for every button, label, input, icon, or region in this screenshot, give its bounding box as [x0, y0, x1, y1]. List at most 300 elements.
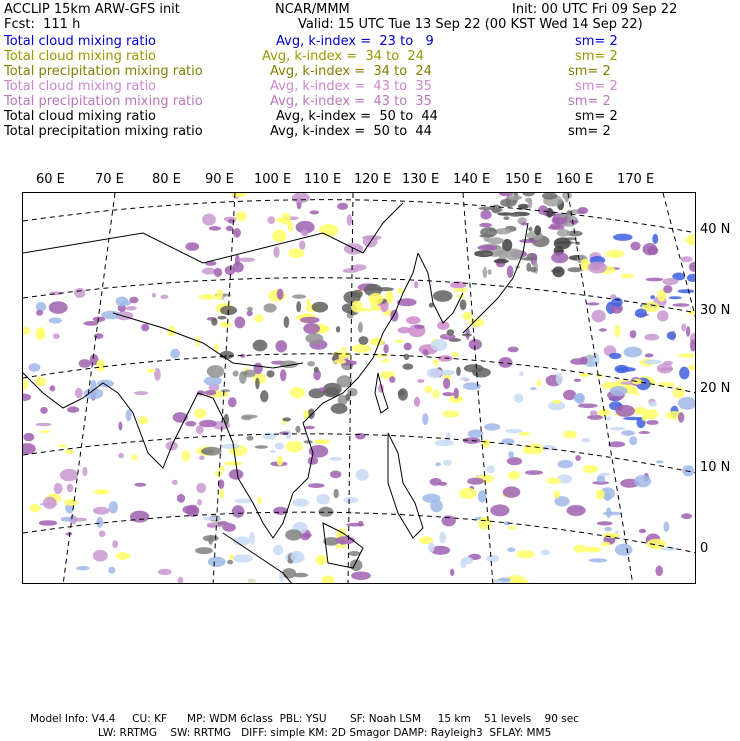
cloud-patch	[604, 527, 612, 531]
forecast-hour: Fcst: 111 h	[4, 17, 81, 32]
cloud-patch	[433, 359, 439, 365]
cloud-patch	[368, 293, 383, 304]
cloud-patch	[503, 486, 521, 497]
cloud-patch	[678, 289, 695, 293]
cloud-patch	[23, 394, 31, 401]
cloud-patch	[507, 195, 522, 200]
cloud-patch	[663, 278, 678, 285]
cloud-patch	[646, 278, 664, 282]
legend-smoothing: sm= 2	[568, 124, 611, 139]
cloud-patch	[138, 416, 148, 424]
cloud-patch	[563, 431, 577, 439]
cloud-patch	[53, 333, 60, 339]
cloud-patch	[356, 469, 369, 481]
cloud-patch	[573, 393, 583, 403]
cloud-patch	[460, 299, 467, 310]
cloud-patch	[634, 392, 639, 396]
cloud-patch	[288, 248, 304, 258]
cloud-patch	[226, 226, 234, 231]
cloud-patch	[290, 387, 305, 398]
cloud-patch	[185, 421, 196, 427]
cloud-patch	[50, 385, 56, 391]
cloud-patch	[116, 297, 129, 307]
cloud-patch	[578, 207, 589, 214]
cloud-patch	[197, 499, 202, 506]
cloud-patch	[538, 205, 548, 215]
cloud-patch	[202, 516, 220, 520]
cloud-patch	[35, 377, 46, 387]
cloud-patch	[483, 267, 487, 278]
cloud-patch	[293, 499, 310, 507]
cloud-patch	[398, 327, 411, 333]
legend-avg-range: Avg, k-index = 34 to 24	[262, 49, 424, 64]
cloud-patch	[423, 349, 429, 356]
cloud-patch	[246, 436, 253, 441]
cloud-patch	[299, 241, 305, 250]
cloud-patch	[64, 499, 78, 506]
cloud-patch	[588, 262, 607, 274]
cloud-patch	[428, 542, 435, 552]
cloud-patch	[390, 310, 398, 322]
cloud-patch	[657, 363, 673, 373]
cloud-patch	[404, 354, 409, 360]
cloud-patch	[652, 234, 658, 244]
cloud-patch	[453, 288, 469, 292]
cloud-patch	[36, 423, 52, 427]
cloud-patch	[352, 344, 371, 353]
cloud-patch	[235, 499, 253, 504]
cloud-patch	[23, 443, 36, 454]
cloud-patch	[525, 198, 532, 203]
cloud-patch	[28, 363, 40, 371]
cloud-patch	[681, 256, 693, 262]
latitude-label: 20 N	[700, 381, 731, 396]
cloud-patch	[308, 483, 325, 488]
cloud-patch	[484, 423, 500, 430]
cloud-patch	[621, 274, 635, 278]
cloud-patch	[99, 531, 106, 537]
cloud-patch	[216, 290, 223, 301]
cloud-patch	[228, 397, 237, 407]
cloud-patch	[284, 316, 290, 328]
cloud-patch	[76, 566, 90, 570]
cloud-patch	[604, 493, 611, 501]
cloud-patch	[264, 303, 277, 312]
cloud-patch	[508, 471, 521, 479]
cloud-patch	[435, 462, 441, 466]
map-canvas	[23, 193, 696, 584]
cloud-patch	[23, 433, 34, 441]
meridian-80e	[63, 193, 115, 584]
cloud-patch	[170, 349, 180, 359]
cloud-patch	[647, 539, 666, 550]
cloud-patch	[443, 378, 450, 389]
cloud-patch	[329, 457, 342, 461]
cloud-patch	[118, 453, 124, 458]
border-tibet	[113, 313, 303, 368]
org-label: NCAR/MMM	[275, 2, 350, 17]
cloud-patch	[398, 288, 403, 295]
cloud-patch	[218, 316, 227, 320]
cloud-patch	[229, 469, 244, 480]
cloud-patch	[292, 294, 306, 298]
cloud-patch	[228, 219, 235, 224]
cloud-patch	[207, 365, 224, 378]
coast-philippines	[388, 433, 423, 538]
cloud-patch	[337, 203, 348, 210]
cloud-patch	[567, 505, 586, 516]
cloud-patch	[686, 326, 690, 337]
cloud-patch	[220, 322, 232, 328]
cloud-patch	[582, 438, 591, 443]
cloud-patch	[202, 268, 215, 275]
cloud-patch	[334, 359, 346, 364]
cloud-patch	[395, 340, 404, 344]
cloud-patch	[270, 450, 276, 453]
cloud-patch	[580, 357, 588, 365]
cloud-patch	[291, 551, 304, 562]
cloud-patch	[657, 310, 669, 321]
cloud-patch	[527, 444, 544, 455]
cloud-patch	[478, 517, 491, 530]
cloud-patch	[214, 268, 223, 277]
cloud-patch	[587, 415, 603, 420]
cloud-patch	[480, 210, 491, 220]
cloud-patch	[632, 379, 643, 385]
cloud-patch	[253, 340, 268, 352]
cloud-patch	[310, 210, 320, 214]
cloud-patch	[204, 376, 222, 386]
cloud-patch	[427, 368, 442, 378]
cloud-patch	[129, 297, 138, 304]
cloud-patch	[414, 397, 420, 407]
cloud-patch	[282, 417, 291, 421]
cloud-patch	[314, 439, 330, 444]
cloud-patch	[678, 353, 696, 357]
cloud-patch	[417, 379, 424, 383]
cloud-patch	[689, 262, 696, 272]
cloud-patch	[528, 227, 532, 232]
cloud-patch	[551, 252, 568, 263]
cloud-patch	[508, 451, 514, 458]
cloud-patch	[54, 483, 63, 494]
cloud-patch	[488, 269, 492, 275]
cloud-patch	[221, 389, 231, 392]
cloud-patch	[233, 371, 239, 377]
cloud-patch	[557, 460, 573, 468]
cloud-patch	[514, 394, 524, 403]
cloud-patch	[218, 466, 225, 471]
cloud-patch	[40, 407, 48, 414]
cloud-patch	[590, 410, 598, 415]
cloud-patch	[503, 216, 509, 220]
cloud-patch	[634, 475, 651, 487]
cloud-patch	[645, 353, 654, 357]
cloud-patch	[292, 193, 310, 203]
cloud-patch	[667, 332, 676, 340]
cloud-patch	[49, 317, 62, 323]
cloud-patch	[541, 549, 550, 555]
cloud-patch	[644, 334, 659, 341]
cloud-patch	[574, 545, 587, 553]
cloud-patch	[525, 470, 543, 475]
cloud-patch	[233, 554, 253, 562]
cloud-patch	[687, 274, 696, 282]
cloud-patch	[220, 489, 224, 499]
cloud-patch	[209, 226, 221, 231]
cloud-patch	[224, 414, 229, 425]
cloud-patch	[681, 513, 692, 519]
cloud-patch	[439, 532, 446, 544]
cloud-patch	[673, 303, 690, 307]
cloud-patch	[679, 367, 689, 380]
cloud-patch	[382, 359, 390, 363]
cloud-patch	[462, 333, 472, 336]
cloud-patch	[505, 429, 523, 433]
cloud-patch	[491, 205, 501, 214]
cloud-patch	[404, 343, 412, 351]
cloud-patch	[36, 310, 43, 316]
cloud-patch	[322, 575, 335, 584]
cloud-patch	[433, 389, 440, 398]
cloud-patch	[331, 403, 348, 414]
cloud-patch	[94, 333, 104, 339]
cloud-patch	[687, 310, 696, 315]
cloud-patch	[316, 494, 330, 505]
legend-field-name: Total cloud mixing ratio	[4, 49, 157, 64]
cloud-patch	[608, 441, 625, 447]
cloud-patch	[669, 296, 682, 299]
cloud-patch	[574, 379, 581, 382]
cloud-patch	[218, 522, 222, 525]
cloud-patch	[610, 294, 616, 299]
cloud-patch	[530, 267, 536, 273]
cloud-patch	[59, 444, 68, 447]
cloud-patch	[614, 325, 620, 338]
cloud-patch	[233, 228, 241, 238]
cloud-patch	[569, 220, 579, 224]
longitude-label: 100 E	[254, 172, 292, 187]
cloud-patch	[494, 259, 509, 264]
cloud-patch	[309, 445, 329, 458]
cloud-patch	[296, 301, 301, 312]
cloud-patch	[224, 461, 242, 466]
cloud-patch	[621, 430, 635, 435]
cloud-patch	[286, 441, 303, 453]
cloud-patch	[537, 379, 542, 387]
cloud-patch	[519, 432, 531, 436]
longitude-label: 90 E	[205, 172, 234, 187]
cloud-patch	[182, 450, 191, 461]
cloud-patch	[319, 224, 339, 236]
cloud-patch	[609, 427, 625, 431]
cloud-patch	[40, 430, 51, 433]
cloud-patch	[499, 578, 511, 582]
longitude-label: 60 E	[36, 172, 65, 187]
cloud-patch	[93, 507, 110, 515]
cloud-patch	[305, 333, 323, 343]
latitude-label: 0	[700, 541, 709, 556]
cloud-patch	[312, 302, 328, 313]
cloud-patch	[430, 478, 442, 486]
cloud-patch	[130, 511, 149, 523]
cloud-patch	[158, 569, 172, 575]
cloud-patch	[281, 213, 291, 225]
cloud-patch	[30, 504, 41, 513]
cloud-patch	[578, 404, 598, 409]
cloud-patch	[615, 405, 635, 417]
cloud-patch	[43, 497, 56, 510]
cloud-patch	[519, 239, 538, 243]
cloud-patch	[414, 281, 418, 288]
cloud-patch	[589, 558, 608, 562]
cloud-patch	[196, 483, 206, 493]
cloud-patch	[351, 571, 371, 580]
cloud-patch	[606, 416, 611, 421]
cloud-patch	[552, 213, 567, 224]
legend-field-name: Total precipitation mixing ratio	[4, 124, 203, 139]
cloud-patch	[348, 551, 360, 556]
latitude-label: 30 N	[700, 303, 731, 318]
model-title: ACCLIP 15km ARW-GFS init	[4, 2, 180, 17]
cloud-patch	[521, 257, 537, 260]
cloud-patch	[238, 258, 255, 263]
cloud-patch	[639, 529, 646, 533]
cloud-patch	[507, 547, 515, 552]
cloud-patch	[84, 321, 99, 326]
cloud-patch	[389, 376, 395, 383]
cloud-patch	[235, 211, 246, 221]
cloud-patch	[516, 550, 534, 558]
cloud-patch	[425, 386, 433, 394]
cloud-patch	[597, 521, 613, 525]
cloud-patch	[146, 369, 156, 373]
cloud-patch	[467, 478, 484, 485]
cloud-patch	[486, 555, 499, 563]
cloud-patch	[254, 314, 263, 322]
cloud-patch	[688, 364, 696, 371]
cloud-patch	[480, 227, 497, 237]
cloud-patch	[609, 353, 621, 359]
model-info-line2: LW: RRTMG SW: RRTMG DIFF: simple KM: 2D Smagor DAMP: Rayleigh3 SFLAY: MM5	[98, 727, 552, 739]
cloud-patch	[40, 327, 44, 337]
cloud-patch	[202, 447, 222, 456]
cloud-patch	[422, 413, 428, 425]
cloud-patch	[615, 531, 620, 534]
cloud-patch	[277, 456, 284, 466]
cloud-patch	[260, 390, 268, 402]
cloud-patch	[358, 322, 363, 333]
cloud-patch	[507, 265, 514, 278]
cloud-patch	[456, 367, 461, 376]
cloud-patch	[673, 387, 685, 399]
cloud-patch	[450, 569, 454, 576]
cloud-patch	[518, 204, 529, 209]
cloud-patch	[282, 568, 296, 578]
cloud-patch	[23, 379, 28, 390]
cloud-patch	[177, 494, 185, 503]
cloud-patch	[599, 473, 610, 476]
cloud-patch	[222, 444, 240, 449]
cloud-patch	[115, 552, 130, 560]
legend-smoothing: sm= 2	[575, 109, 618, 124]
cloud-patch	[211, 318, 217, 326]
cloud-patch	[601, 542, 610, 547]
cloud-patch	[272, 230, 286, 243]
longitude-label: 80 E	[152, 172, 181, 187]
cloud-patch	[663, 522, 669, 533]
cloud-patch	[314, 367, 319, 373]
cloud-patch	[615, 544, 633, 556]
longitude-label: 130 E	[402, 172, 440, 187]
cloud-patch	[134, 483, 146, 487]
cloud-patch	[233, 262, 244, 273]
cloud-patch	[603, 512, 622, 516]
cloud-patch	[178, 577, 184, 584]
cloud-patch	[586, 302, 599, 305]
cloud-patch	[507, 457, 522, 465]
cloud-patch	[490, 504, 509, 516]
cloud-patch	[205, 390, 217, 395]
cloud-patch	[202, 214, 216, 226]
cloud-patch	[624, 347, 643, 358]
cloud-patch	[447, 329, 455, 335]
latitude-label: 10 N	[700, 460, 731, 475]
cloud-patch	[597, 475, 606, 483]
cloud-patch	[343, 497, 358, 503]
legend-field-name: Total cloud mixing ratio	[4, 79, 157, 94]
cloud-patch	[334, 489, 339, 499]
cloud-patch	[656, 460, 664, 463]
cloud-patch	[599, 328, 607, 331]
legend-smoothing: sm= 2	[568, 64, 611, 79]
cloud-patch	[160, 295, 168, 299]
cloud-patch	[241, 416, 252, 421]
cloud-patch	[482, 440, 491, 448]
cloud-patch	[575, 455, 581, 461]
cloud-patch	[650, 295, 655, 299]
cloud-patch	[414, 325, 425, 329]
legend-avg-range: Avg, k-index = 43 to 35	[270, 94, 432, 109]
cloud-patch	[433, 290, 453, 302]
cloud-patch	[461, 557, 473, 565]
longitude-label: 120 E	[354, 172, 392, 187]
cloud-patch	[521, 222, 528, 225]
longitude-label: 110 E	[304, 172, 342, 187]
cloud-patch	[304, 426, 315, 430]
cloud-patch	[606, 507, 611, 518]
cloud-patch	[464, 364, 484, 372]
cloud-patch	[249, 532, 255, 545]
cloud-patch	[248, 579, 256, 583]
legend-avg-range: Avg, k-index = 34 to 24	[270, 64, 432, 79]
cloud-patch	[554, 491, 561, 499]
cloud-patch	[686, 234, 697, 245]
cloud-patch	[556, 373, 563, 385]
cloud-patch	[606, 250, 625, 258]
cloud-patch	[655, 566, 663, 577]
legend-field-name: Total cloud mixing ratio	[4, 109, 157, 124]
cloud-patch	[639, 431, 651, 434]
cloud-patch	[643, 243, 658, 255]
cloud-patch	[402, 363, 413, 369]
cloud-patch	[126, 409, 132, 421]
cloud-patch	[629, 436, 637, 445]
cloud-patch	[247, 310, 253, 316]
cloud-patch	[557, 229, 570, 237]
cloud-patch	[208, 557, 226, 567]
cloud-patch	[258, 497, 262, 504]
